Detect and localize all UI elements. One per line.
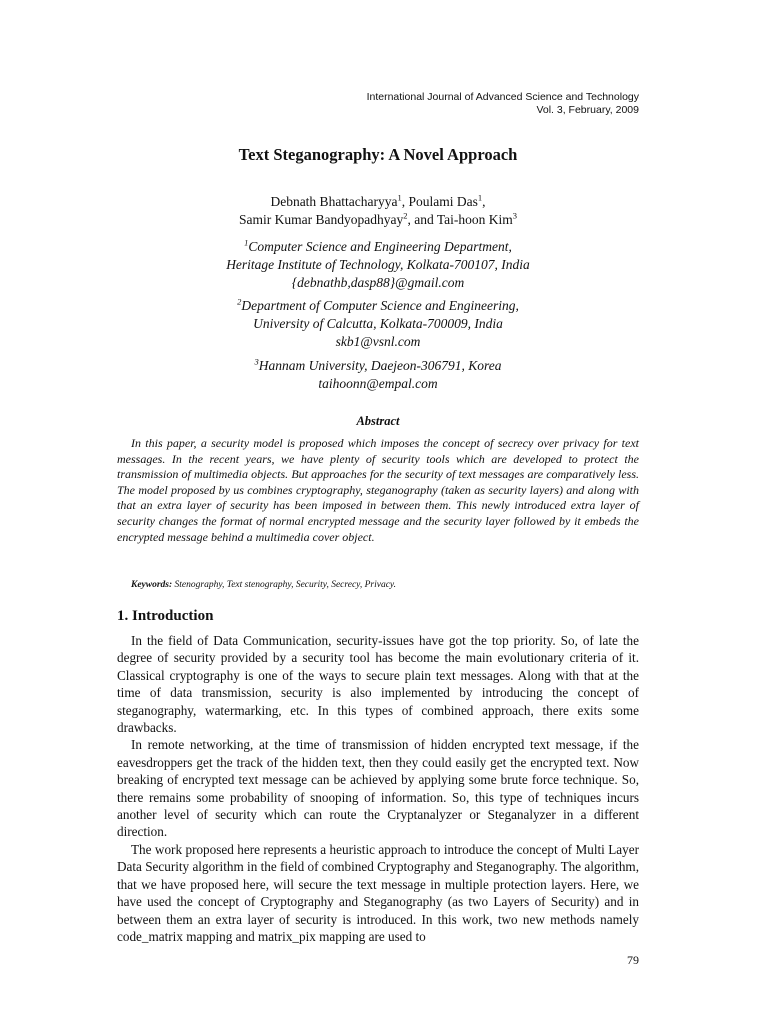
affiliation-email: {debnathb,dasp88}@gmail.com [291, 275, 465, 290]
author-name: Debnath Bhattacharyya [270, 194, 398, 209]
affiliation-mark: 2 [237, 296, 242, 307]
body-paragraph: The work proposed here represents a heuristic approach to introduce the concept of Multi Layer Data Security algorithm in the field of combined Cryptography and Steganography. The algorithm, that we have proposed here, will secure the text message in multiple protection layers. Here, we have used the concept of Cryptography and Steganography (as two Layers of Security) and in between them an extra layer of security is introduced. In this work, two new methods namely code_matrix mapping and matrix_pix mapping are used to [117, 841, 639, 944]
affiliation-1 [0, 238, 756, 292]
author-separator: , and [407, 212, 437, 227]
affiliation-institution: University of Calcutta, Kolkata-700009, India [253, 316, 503, 331]
author-affiliation-mark: 1 [397, 192, 402, 203]
author-affiliation-mark: 1 [477, 192, 483, 203]
author-separator: , [401, 194, 409, 209]
author-line-1 [0, 193, 756, 211]
author-affiliation-mark: 2 [403, 210, 408, 221]
affiliation-mark: 3 [254, 356, 259, 367]
keywords-label: Keywords: [131, 580, 173, 590]
running-head [367, 91, 639, 117]
abstract-heading: Abstract [356, 414, 400, 428]
page-number: 79 [627, 953, 639, 967]
author-name: Tai-hoon Kim [436, 212, 513, 227]
keywords-text: Stenography, Text stenography, Security, Secrecy, Privacy. [172, 580, 396, 590]
body-paragraph: In remote networking, at the time of transmission of hidden encrypted text message, if the eavesdroppers get the track of the hidden text, then they could easily get the encrypted text. Now breaking of encrypted text message can be achieved by applying some brute force technique. So, there remains some probability of snooping of information. So, this type of techniques incurs another level of security which can route the Cryptanalyzer or Steganalyzer in a different direction. [117, 737, 639, 840]
affiliation-email: skb1@vsnl.com [335, 334, 421, 349]
affiliation-email: taihoonn@empal.com [318, 376, 438, 391]
paper-title: Text Steganography: A Novel Approach [238, 145, 518, 164]
section-heading: 1. Introduction [117, 608, 214, 624]
journal-name: International Journal of Advanced Science and Technology [366, 91, 639, 103]
journal-volume: Vol. 3, February, 2009 [536, 104, 639, 116]
body-paragraph: In the field of Data Communication, security-issues have got the top priority. So, of late the degree of security provided by a security tool has become the main evolutionary criteria of it. Classical cryptography is one of the ways to secure plain text messages. Along with that at the time of data transmission, security is also implemented by introducing the concept of steganography, watermarking, etc. In this types of combined approach, there exits some drawbacks. [117, 633, 639, 736]
author-separator: , [482, 194, 486, 209]
affiliation-2 [0, 297, 756, 351]
affiliation-institution: Heritage Institute of Technology, Kolkata-700107, India [226, 257, 530, 272]
affiliation-3 [0, 357, 756, 393]
author-name: Poulami Das [408, 194, 478, 209]
affiliation-dept: Department of Computer Science and Engineering, [241, 298, 519, 313]
abstract-text: In this paper, a security model is proposed which imposes the concept of secrecy over privacy for text messages. In the recent years, we have plenty of security tools which are developed to protect the transmission of multimedia objects. But approaches for the security of text messages are comparatively less. The model proposed by us combines cryptography, steganography (taken as security layers) and along with that an extra layer of security has been imposed in between them. This newly introduced extra layer of security changes the format of normal encrypted message and the security layer followed by it embeds the encrypted message behind a multimedia cover object. [117, 436, 639, 544]
author-affiliation-mark: 3 [512, 210, 517, 221]
author-list [0, 193, 756, 229]
author-name: Samir Kumar Bandyopadhyay [238, 212, 404, 227]
affiliation-dept: Computer Science and Engineering Department, [248, 239, 512, 254]
author-line-2 [0, 211, 756, 229]
affiliation-mark: 1 [244, 237, 249, 248]
section-body [117, 632, 639, 945]
affiliation-institution: Hannam University, Daejeon-306791, Korea [258, 358, 502, 373]
keywords [131, 580, 651, 590]
